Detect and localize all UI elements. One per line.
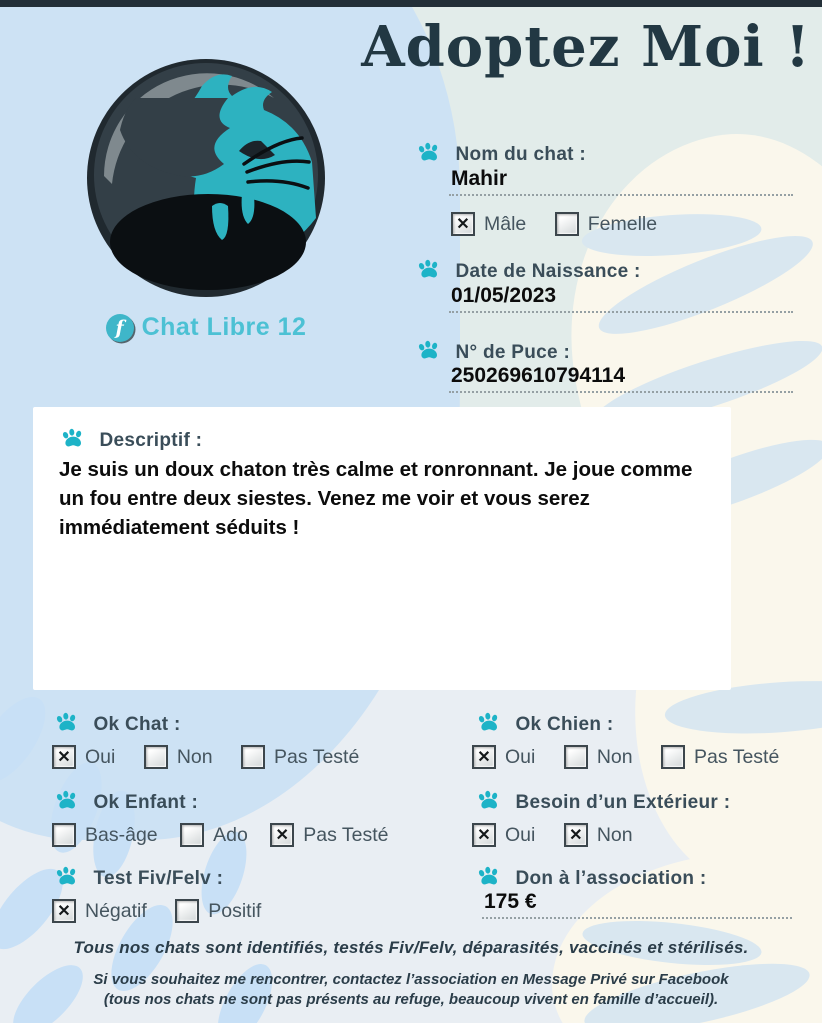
field-label: Don à l’association : — [515, 868, 707, 889]
field-label: Descriptif : — [99, 430, 203, 451]
checkbox-label: Pas Testé — [694, 745, 780, 768]
paw-icon — [55, 790, 79, 811]
footer-contact — [0, 970, 822, 1011]
brand-row[interactable] — [84, 313, 328, 342]
checkbox-label: Non — [596, 823, 633, 846]
checkbox-label: Bas-âge — [85, 823, 158, 846]
checkbox-label: Non — [596, 745, 633, 768]
checkbox-positif[interactable] — [175, 899, 199, 923]
paw-icon — [61, 428, 85, 449]
checkbox-oui[interactable] — [472, 823, 496, 847]
checkbox-male[interactable] — [451, 212, 475, 236]
paw-icon — [417, 259, 441, 280]
field-exterieur — [477, 790, 730, 814]
checkbox-pas-teste[interactable] — [241, 745, 265, 769]
checkbox-non[interactable] — [564, 745, 588, 769]
page-title: Adoptez Moi ! — [361, 14, 811, 80]
field-label: Ok Chien : — [515, 714, 614, 735]
description-box — [33, 407, 731, 690]
checkbox-oui[interactable] — [472, 745, 496, 769]
checkbox-label: Oui — [505, 823, 536, 846]
field-chip — [417, 340, 570, 364]
cat-logo — [84, 56, 328, 300]
checkbox-label: Non — [176, 745, 213, 768]
description-text: Je suis un doux chaton très calme et ronronnant. Je joue comme un fou entre deux siestes. Venez me voir et vous serez immédiatement séduits ! — [59, 458, 693, 540]
checkbox-non[interactable] — [144, 745, 168, 769]
checkbox-label: Positif — [208, 899, 262, 922]
chip-number-value: 250269610794114 — [449, 364, 793, 393]
exterieur-options — [472, 823, 657, 852]
association-logo-block — [84, 56, 328, 342]
checkbox-label: Femelle — [587, 212, 658, 235]
checkbox-pas-teste[interactable] — [270, 823, 294, 847]
field-label: Nom du chat : — [455, 144, 587, 165]
paw-icon — [417, 142, 441, 163]
sex-options — [451, 212, 681, 241]
field-fiv-felv — [55, 866, 223, 890]
paw-icon — [477, 712, 501, 733]
checkbox-label: Mâle — [484, 212, 527, 235]
checkbox-label: Négatif — [85, 899, 147, 922]
checkbox-label: Oui — [85, 745, 116, 768]
option-femelle — [555, 212, 657, 236]
checkbox-bas-age[interactable] — [52, 823, 76, 847]
field-label: N° de Puce : — [455, 342, 571, 363]
field-label: Ok Enfant : — [93, 792, 199, 813]
checkbox-ado[interactable] — [180, 823, 204, 847]
checkbox-label: Pas Testé — [303, 823, 389, 846]
brand-name: Chat Libre 12 — [141, 313, 307, 341]
checkbox-non[interactable] — [564, 823, 588, 847]
paw-icon — [55, 866, 79, 887]
field-label: Ok Chat : — [93, 714, 181, 735]
facebook-icon[interactable]: f — [106, 314, 134, 342]
field-birth-date — [417, 259, 641, 283]
field-ok-enfant — [55, 790, 198, 814]
field-label: Date de Naissance : — [455, 261, 641, 282]
checkbox-label: Pas Testé — [274, 745, 360, 768]
checkbox-pas-teste[interactable] — [661, 745, 685, 769]
top-border — [0, 0, 822, 7]
checkbox-negatif[interactable] — [52, 899, 76, 923]
field-label: Besoin d’un Extérieur : — [515, 792, 731, 813]
ok-chien-options — [472, 745, 803, 774]
ok-chat-options — [52, 745, 383, 774]
cat-name-value: Mahir — [449, 167, 793, 196]
birth-date-value: 01/05/2023 — [449, 284, 793, 313]
don-value: 175 € — [482, 890, 792, 919]
checkbox-label: Ado — [213, 823, 248, 846]
footer-contact-line: Si vous souhaitez me rencontrer, contactez l’association en Message Privé sur Facebook — [93, 971, 729, 988]
field-description — [61, 428, 202, 452]
paw-icon — [55, 712, 79, 733]
fiv-felv-options — [52, 899, 285, 928]
field-label: Test Fiv/Felv : — [93, 868, 224, 889]
field-don — [477, 866, 707, 890]
paw-icon — [477, 790, 501, 811]
paw-icon — [477, 866, 501, 887]
field-ok-chat — [55, 712, 181, 736]
footer-guarantee: Tous nos chats sont identifiés, testés Fiv/Felv, déparasités, vaccinés et stérilisés. — [73, 938, 749, 957]
field-name — [417, 142, 586, 166]
field-ok-chien — [477, 712, 613, 736]
footer-contact-line: (tous nos chats ne sont pas présents au refuge, beaucoup vivent en famille d’accueil). — [103, 991, 719, 1009]
option-male — [451, 212, 526, 236]
checkbox-label: Oui — [505, 745, 536, 768]
paw-icon — [417, 340, 441, 361]
ok-enfant-options — [52, 823, 389, 852]
checkbox-femelle[interactable] — [555, 212, 579, 236]
checkbox-oui[interactable] — [52, 745, 76, 769]
